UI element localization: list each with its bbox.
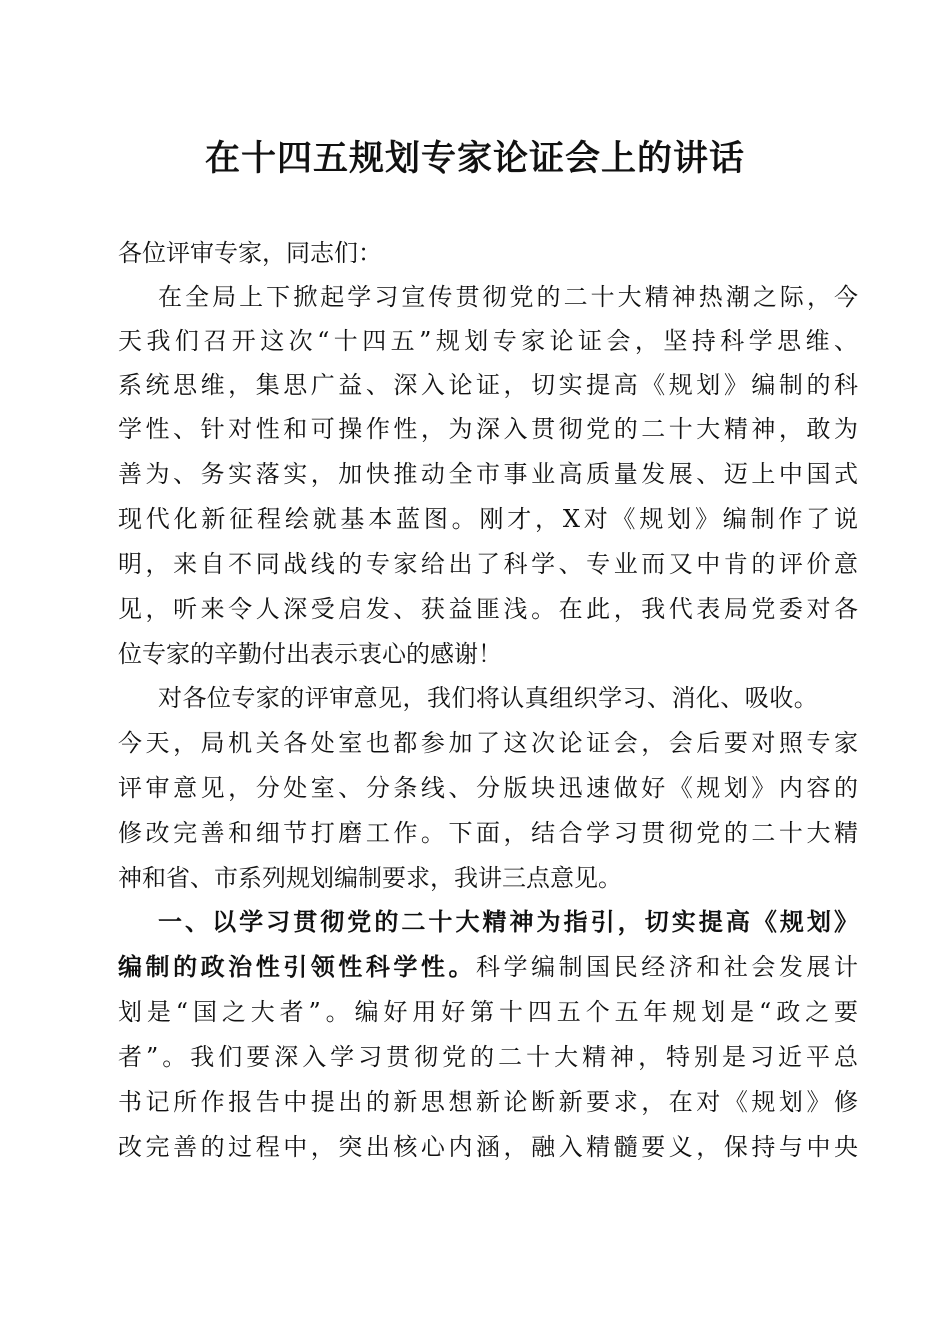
section-1-line: 者”。我们要深入学习贯彻党的二十大精神，特别是习近平总 bbox=[118, 1043, 858, 1071]
section-1-heading-tail: 编制的政治性引领性科学性。 bbox=[118, 953, 476, 981]
section-1-line: 划是“国之大者”。编好用好第十四五个五年规划是“政之要 bbox=[118, 998, 858, 1026]
document-title: 在十四五规划专家论证会上的讲话 bbox=[204, 139, 745, 179]
paragraph-2-line: 对各位专家的评审意见，我们将认真组织学习、消化、吸收。 bbox=[158, 684, 819, 712]
paragraph-2-line: 今天，局机关各处室也都参加了这次论证会，会后要对照专家 bbox=[118, 729, 858, 757]
paragraph-1-line: 天我们召开这次“十四五”规划专家论证会，坚持科学思维、 bbox=[118, 327, 858, 355]
paragraph-1-line: 系统思维，集思广益、深入论证，切实提高《规划》编制的科 bbox=[118, 371, 858, 399]
paragraph-1-line: 善为、务实落实，加快推动全市事业高质量发展、迈上中国式 bbox=[118, 460, 858, 488]
paragraph-2-line: 修改完善和细节打磨工作。下面，结合学习贯彻党的二十大精 bbox=[118, 819, 858, 847]
section-1-body-start: 科学编制国民经济和社会发展计 bbox=[476, 953, 858, 981]
paragraph-1-line: 现代化新征程绘就基本蓝图。刚才，X对《规划》编制作了说 bbox=[118, 505, 858, 533]
salutation: 各位评审专家，同志们： bbox=[118, 239, 382, 267]
section-1-line: 书记所作报告中提出的新思想新论断新要求，在对《规划》修 bbox=[118, 1088, 858, 1116]
paragraph-1-line: 在全局上下掀起学习宣传贯彻党的二十大精神热潮之际，今 bbox=[158, 283, 858, 311]
section-1-line: 改完善的过程中，突出核心内涵，融入精髓要义，保持与中央 bbox=[118, 1133, 858, 1161]
paragraph-1-line: 学性、针对性和可操作性，为深入贯彻党的二十大精神，敢为 bbox=[118, 415, 858, 443]
paragraph-1-line: 见，听来令人深受启发、获益匪浅。在此，我代表局党委对各 bbox=[118, 595, 858, 623]
section-1-heading-continuation bbox=[118, 952, 858, 982]
paragraph-1-line: 位专家的辛勤付出表示衷心的感谢！ bbox=[118, 640, 502, 668]
paragraph-2-line: 评审意见，分处室、分条线、分版块迅速做好《规划》内容的 bbox=[118, 774, 858, 802]
section-1-heading: 一、以学习贯彻党的二十大精神为指引，切实提高《规划》 bbox=[158, 908, 858, 936]
paragraph-1-line: 明，来自不同战线的专家给出了科学、专业而又中肯的评价意 bbox=[118, 550, 858, 578]
paragraph-2-line: 神和省、市系列规划编制要求，我讲三点意见。 bbox=[118, 864, 622, 892]
